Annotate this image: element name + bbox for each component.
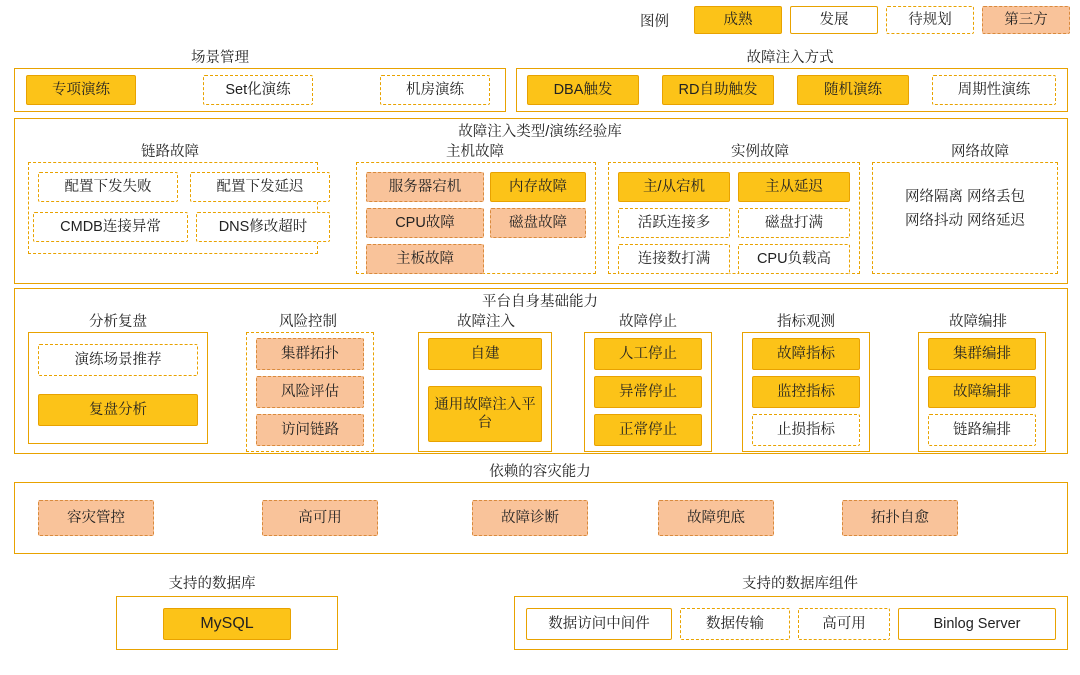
- legend-label: 图例: [640, 14, 669, 30]
- metric-observe-item-1: 监控指标: [752, 376, 860, 408]
- instance-fault-title: 实例故障: [731, 144, 789, 160]
- fault-stop-item-0: 人工停止: [594, 338, 702, 370]
- databases-title: 支持的数据库: [168, 576, 256, 592]
- inject-mode-item-3: 周期性演练: [932, 75, 1056, 105]
- host-fault-item-2: CPU故障: [366, 208, 484, 238]
- link-fault-item-0: 配置下发失败: [38, 172, 178, 202]
- scene-item-0: 专项演练: [26, 75, 136, 105]
- instance-fault-item-1: 主从延迟: [738, 172, 850, 202]
- risk-control-item-0: 集群拓扑: [256, 338, 364, 370]
- host-fault-title: 主机故障: [446, 144, 504, 160]
- db-component-item-0: 数据访问中间件: [526, 608, 672, 640]
- inject-type-title: 故障注入类型/演练经验库: [458, 124, 622, 140]
- fault-stop-item-1: 异常停止: [594, 376, 702, 408]
- fault-orchestration-item-0: 集群编排: [928, 338, 1036, 370]
- inject-mode-item-0: DBA触发: [527, 75, 639, 105]
- instance-fault-item-2: 活跃连接多: [618, 208, 730, 238]
- host-fault-item-0: 服务器宕机: [366, 172, 484, 202]
- legend-item-third-party: 第三方: [982, 6, 1070, 34]
- host-fault-item-4: 主板故障: [366, 244, 484, 274]
- db-component-item-2: 高可用: [798, 608, 890, 640]
- inject-mode-item-2: 随机演练: [797, 75, 909, 105]
- fault-stop-title: 故障停止: [619, 314, 677, 330]
- risk-control-item-2: 访问链路: [256, 414, 364, 446]
- legend-item-mature: 成熟: [694, 6, 782, 34]
- dr-item-1: 高可用: [262, 500, 378, 536]
- analysis-review-title: 分析复盘: [89, 314, 147, 330]
- fault-inject-title: 故障注入: [457, 314, 515, 330]
- host-fault-item-1: 内存故障: [490, 172, 586, 202]
- db-component-item-1: 数据传输: [680, 608, 790, 640]
- inject-mode-title: 故障注入方式: [746, 50, 834, 66]
- risk-control-title: 风险控制: [279, 314, 337, 330]
- network-fault-item-1: 网络抖动 网络延迟: [904, 212, 1026, 229]
- inject-mode-item-1: RD自助触发: [662, 75, 774, 105]
- network-fault-item-0: 网络隔离 网络丢包: [904, 188, 1026, 205]
- dr-capability-title: 依赖的容灾能力: [489, 464, 591, 480]
- legend-item-growing: 发展: [790, 6, 878, 34]
- scene-item-2: 机房演练: [380, 75, 490, 105]
- database-item-0: MySQL: [163, 608, 291, 640]
- instance-fault-item-4: 连接数打满: [618, 244, 730, 274]
- fault-stop-item-2: 正常停止: [594, 414, 702, 446]
- scene-management-title: 场景管理: [191, 50, 249, 66]
- scene-item-1: Set化演练: [203, 75, 313, 105]
- dr-item-0: 容灾管控: [38, 500, 154, 536]
- legend-item-planned: 待规划: [886, 6, 974, 34]
- dr-item-4: 拓扑自愈: [842, 500, 958, 536]
- analysis-review-item-1: 复盘分析: [38, 394, 198, 426]
- link-fault-item-2: CMDB连接异常: [33, 212, 188, 242]
- metric-observe-item-0: 故障指标: [752, 338, 860, 370]
- fault-orchestration-item-1: 故障编排: [928, 376, 1036, 408]
- fault-inject-item-0: 自建: [428, 338, 542, 370]
- network-fault-title: 网络故障: [951, 144, 1009, 160]
- link-fault-item-1: 配置下发延迟: [190, 172, 330, 202]
- fault-orchestration-item-2: 链路编排: [928, 414, 1036, 446]
- dr-item-2: 故障诊断: [472, 500, 588, 536]
- instance-fault-item-5: CPU负载高: [738, 244, 850, 274]
- metric-observe-title: 指标观测: [777, 314, 835, 330]
- risk-control-item-1: 风险评估: [256, 376, 364, 408]
- db-component-item-3: Binlog Server: [898, 608, 1056, 640]
- fault-orchestration-title: 故障编排: [949, 314, 1007, 330]
- host-fault-item-3: 磁盘故障: [490, 208, 586, 238]
- analysis-review-item-0: 演练场景推荐: [38, 344, 198, 376]
- instance-fault-item-0: 主/从宕机: [618, 172, 730, 202]
- link-fault-item-3: DNS修改超时: [196, 212, 330, 242]
- dr-item-3: 故障兜底: [658, 500, 774, 536]
- db-components-title: 支持的数据库组件: [742, 576, 858, 592]
- link-fault-title: 链路故障: [141, 144, 199, 160]
- metric-observe-item-2: 止损指标: [752, 414, 860, 446]
- fault-inject-item-1: 通用故障注入平台: [428, 386, 542, 442]
- instance-fault-item-3: 磁盘打满: [738, 208, 850, 238]
- platform-base-title: 平台自身基础能力: [482, 294, 598, 310]
